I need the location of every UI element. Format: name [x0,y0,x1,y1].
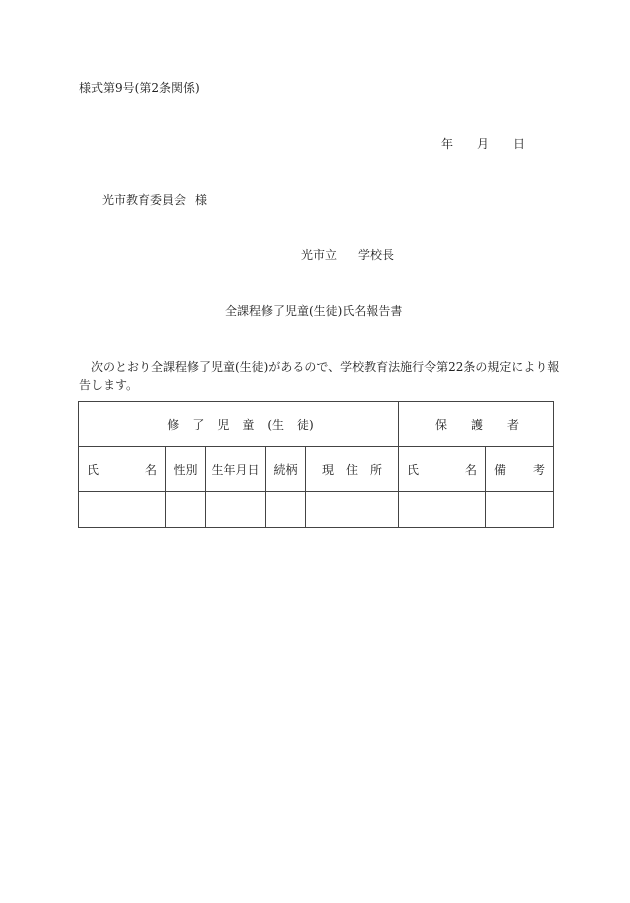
sender-title: 学校長 [358,248,395,262]
header-text: (生 [267,417,285,432]
sender-city: 光市立 [301,248,338,262]
report-table [78,401,554,528]
col-guardian-name: 氏 名 [399,447,486,492]
header-text: 保 [435,417,448,432]
cell-birthdate[interactable] [206,492,266,528]
header-text: 了 [192,417,205,432]
col-birthdate: 生年月日 [206,447,266,492]
header-text: 修 [167,417,180,432]
cell-student-name[interactable] [79,492,166,528]
header-student-group [79,402,399,447]
date-month: 月 [477,137,490,151]
form-number: 様式第9号(第2条関係) [79,81,200,95]
cell-sex[interactable] [166,492,206,528]
cell-relation[interactable] [266,492,306,528]
col-address: 現 住 所 [306,447,399,492]
table-row [79,492,554,528]
body-text-line1: 次のとおり全課程修了児童(生徒)があるので、学校教育法施行令第22条の規定により報 [91,360,560,374]
header-text: 児 [217,417,230,432]
header-text: 徒) [297,417,314,432]
cell-remarks[interactable] [486,492,554,528]
date-day: 日 [513,137,526,151]
date-year: 年 [441,137,454,151]
col-remarks: 備 考 [486,447,554,492]
col-student-name: 氏 名 [79,447,166,492]
cell-guardian-name[interactable] [399,492,486,528]
addressee-name: 光市教育委員会 [102,193,187,207]
addressee-honorific: 様 [195,193,208,207]
header-text: 童 [242,417,255,432]
header-text: 者 [507,417,520,432]
body-text-line2: 告します。 [79,378,139,392]
col-relation: 続柄 [266,447,306,492]
document-title: 全課程修了児童(生徒)氏名報告書 [225,304,403,318]
header-guardian-group [399,402,554,447]
col-sex: 性別 [166,447,206,492]
cell-address[interactable] [306,492,399,528]
header-text: 護 [471,417,484,432]
